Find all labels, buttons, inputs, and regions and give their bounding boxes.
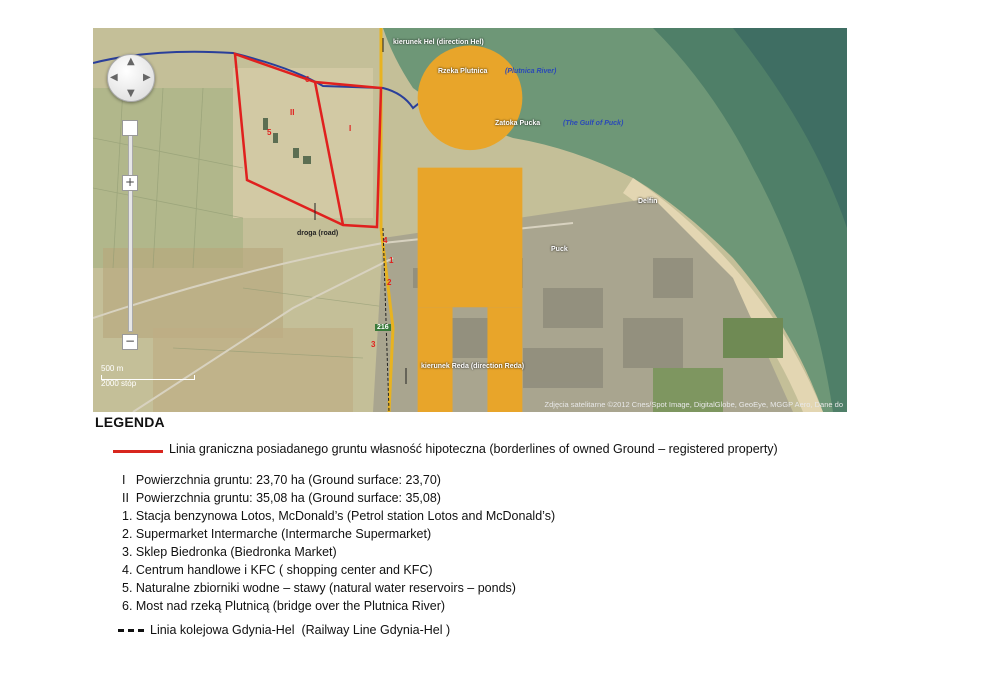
marker-5: 5 [267, 128, 272, 137]
label-gulf: Zatoka Pucka [495, 120, 541, 127]
pan-up-arrow-icon[interactable]: ▲ [127, 56, 135, 67]
label-river: Rzeka Plutnica [438, 68, 488, 75]
marker-area-II: II [290, 108, 295, 117]
legend-item-area-2: II Powierzchnia gruntu: 35,08 ha (Ground surface: 35,08) [122, 491, 441, 505]
legend-item-area-1: I Powierzchnia gruntu: 23,70 ha (Ground surface: 23,70) [122, 473, 441, 487]
label-direction-hel: kierunek Hel (direction Hel) [393, 39, 484, 46]
legend-item-1: 1. Stacja benzynowa Lotos, McDonald’s (Petrol station Lotos and McDonald’s) [122, 509, 556, 523]
scale-metric: 500 m [101, 364, 124, 373]
label-gulf-en: (The Gulf of Puck) [563, 120, 624, 127]
legend-item-5: 5. Naturalne zbiorniki wodne – stawy (natural water reservoirs – ponds) [122, 581, 516, 595]
railway-text: Linia kolejowa Gdynia-Hel (Railway Line Gdynia-Hel ) [150, 623, 451, 637]
scale-line [101, 375, 195, 380]
scale-bar [101, 364, 136, 388]
marker-1: 1 [389, 256, 394, 265]
pan-down-arrow-icon[interactable]: ▼ [127, 88, 135, 99]
label-town-puck: Puck [551, 246, 568, 253]
map-attribution: Zdjęcia satelitarne ©2012 Cnes/Spot Image, DigitalGlobe, GeoEye, MGGP Aero, Dane do [544, 400, 843, 409]
legend-item-6: 6. Most nad rzeką Plutnicą (bridge over the Plutnica River) [122, 599, 446, 613]
legend-item-3: 3. Sklep Biedronka (Biedronka Market) [122, 545, 337, 559]
marker-4: 4 [383, 236, 388, 245]
scale-imperial: 2000 stóp [101, 379, 137, 388]
route-216-shield: 216 [377, 324, 389, 331]
legend-title: LEGENDA [95, 414, 165, 430]
pan-left-arrow-icon[interactable]: ◀ [110, 72, 118, 83]
label-direction-reda: kierunek Reda (direction Reda) [421, 363, 525, 370]
boundary-line-swatch [113, 450, 163, 453]
legend-railway [118, 623, 450, 637]
street-view-pegman-icon[interactable] [93, 28, 847, 412]
label-delfin: Delfin [638, 198, 658, 205]
marker-6: 6 [305, 75, 310, 84]
marker-2: 2 [387, 278, 392, 287]
label-river-en: (Plutnica River) [505, 68, 557, 75]
legend-items [122, 471, 555, 615]
railway-dash-swatch [118, 629, 144, 632]
zoom-out-button[interactable]: − [122, 334, 138, 350]
label-road: droga (road) [297, 230, 339, 237]
marker-3: 3 [371, 340, 376, 349]
pan-right-arrow-icon[interactable]: ▶ [143, 72, 151, 83]
boundary-description: Linia graniczna posiadanego gruntu własność hipoteczna (borderlines of owned Ground – registered property) [169, 442, 778, 456]
legend-item-2: 2. Supermarket Intermarche (Intermarche Supermarket) [122, 527, 432, 541]
satellite-map[interactable] [93, 28, 847, 412]
marker-area-I: I [349, 124, 352, 133]
zoom-in-button[interactable]: + [122, 175, 138, 191]
legend-item-4: 4. Centrum handlowe i KFC ( shopping center and KFC) [122, 563, 433, 577]
